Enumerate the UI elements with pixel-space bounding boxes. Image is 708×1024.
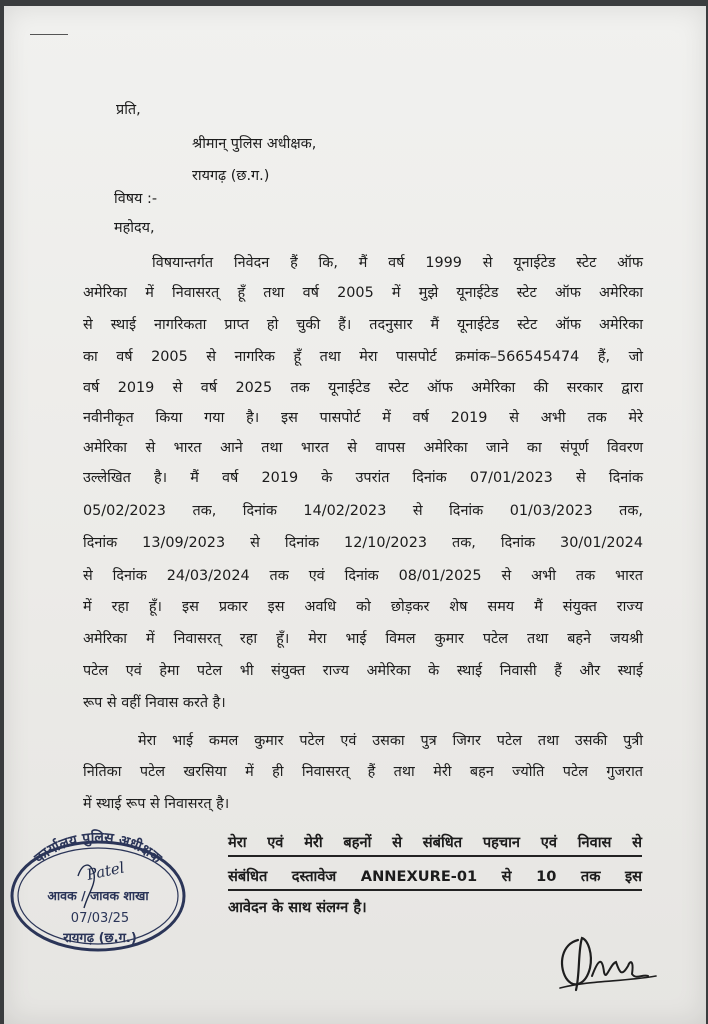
enclosure-line: आवेदन के साथ संलग्न है। bbox=[228, 899, 367, 916]
letter-page bbox=[4, 6, 706, 1024]
paragraph1-line: का वर्ष 2005 से नागरिक हूँ तथा मेरा पासपोर्ट क्रमांक–566545474 हैं, जो bbox=[83, 349, 643, 365]
paragraph1-line: नवीनीकृत किया गया है। इस पासपोर्ट में वर्ष 2019 से अभी तक मेरे bbox=[83, 410, 643, 426]
paragraph1-line: उल्लेखित है। मैं वर्ष 2019 के उपरांत दिनांक 07/01/2023 से दिनांक bbox=[83, 470, 643, 486]
paragraph1-line: में रहा हूँ। इस प्रकार इस अवधि को छोड़कर शेष समय मैं संयुक्त राज्य bbox=[83, 599, 643, 615]
paragraph1-line: दिनांक 13/09/2023 से दिनांक 12/10/2023 तक, दिनांक 30/01/2024 bbox=[83, 535, 643, 551]
underline bbox=[228, 855, 642, 857]
paragraph1-line: वर्ष 2019 से वर्ष 2025 तक यूनाईटेड स्टेट ऑफ अमेरिका की सरकार द्वारा bbox=[83, 380, 643, 396]
stamp-date: 07/03/25 bbox=[70, 911, 130, 926]
addressee-title: श्रीमान् पुलिस अधीक्षक, bbox=[192, 136, 317, 152]
stamp-top-text: कार्यालय पुलिस अधीक्षक bbox=[31, 829, 165, 867]
paragraph2-line: में स्थाई रूप से निवासरत् है। bbox=[83, 796, 230, 812]
stamp-middle-text: आवक / जावक शाखा bbox=[47, 888, 149, 903]
paragraph1-line: अमेरिका में निवासरत् रहा हूँ। मेरा भाई विमल कुमार पटेल तथा बहने जयश्री bbox=[83, 631, 643, 647]
paragraph1-line: विषयान्तर्गत निवेदन हैं कि, मैं वर्ष 1999 से यूनाईटेड स्टेट ऑफ bbox=[152, 255, 643, 271]
paragraph1-line: अमेरिका में निवासरत् हूँ तथा वर्ष 2005 में मुझे यूनाईटेड स्टेट ऑफ अमेरिका bbox=[83, 285, 643, 301]
stamp-initials: Patel bbox=[85, 858, 127, 884]
greeting: महोदय, bbox=[114, 220, 155, 236]
paragraph2-line: नितिका पटेल खरसिया में ही निवासरत् हैं तथा मेरी बहन ज्योति पटेल गुजरात bbox=[83, 764, 643, 780]
page-mark bbox=[30, 34, 68, 35]
enclosure-line: मेरा एवं मेरी बहनों से संबंधित पहचान एवं निवास से bbox=[228, 834, 642, 851]
signature bbox=[552, 930, 662, 996]
paragraph1-line: रूप से वहीं निवास करते है। bbox=[83, 695, 226, 711]
subject-label: विषय :- bbox=[114, 191, 158, 207]
salutation-to: प्रति, bbox=[116, 102, 141, 118]
paragraph1-line: पटेल एवं हेमा पटेल भी संयुक्त राज्य अमेरिका के स्थाई निवासी हैं और स्थाई bbox=[83, 663, 643, 679]
paragraph1-line: 05/02/2023 तक, दिनांक 14/02/2023 से दिनांक 01/03/2023 तक, bbox=[83, 503, 643, 519]
stamp-graphic bbox=[4, 824, 190, 952]
underline bbox=[228, 889, 642, 891]
paragraph1-line: से दिनांक 24/03/2024 तक एवं दिनांक 08/01/2025 से अभी तक भारत bbox=[83, 568, 643, 584]
addressee-place: रायगढ़ (छ.ग.) bbox=[192, 168, 270, 184]
paragraph1-line: से स्थाई नागरिकता प्राप्त हो चुकी हैं। तदनुसार मैं यूनाईटेड स्टेट ऑफ अमेरिका bbox=[83, 317, 643, 333]
stamp-bottom-text: रायगढ़ (छ.ग.) bbox=[63, 931, 137, 946]
paragraph2-line: मेरा भाई कमल कुमार पटेल एवं उसका पुत्र जिगर पटेल तथा उसकी पुत्री bbox=[138, 733, 643, 749]
enclosure-line: संबंधित दस्तावेज ANNEXURE-01 से 10 तक इस bbox=[228, 868, 642, 885]
signature-graphic bbox=[552, 930, 662, 996]
paragraph1-line: अमेरिका से भारत आने तथा भारत से वापस अमेरिका जाने का संपूर्ण विवरण bbox=[83, 440, 643, 456]
office-stamp bbox=[4, 824, 190, 952]
